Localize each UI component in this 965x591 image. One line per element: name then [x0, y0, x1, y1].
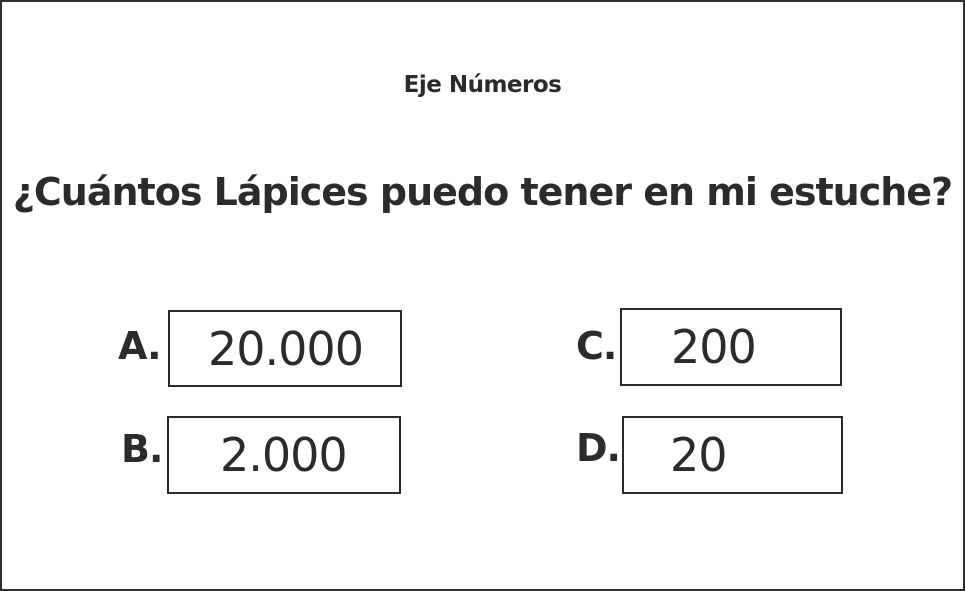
option-d-box[interactable]: [622, 416, 843, 494]
option-c-box[interactable]: [620, 308, 842, 386]
option-d-value: 20: [670, 428, 727, 482]
subject-title: Eje Números: [403, 72, 562, 98]
option-b-box[interactable]: [167, 416, 401, 494]
option-a-letter: A.: [118, 324, 161, 368]
option-a-box[interactable]: [168, 310, 402, 387]
option-b-letter: B.: [121, 427, 163, 471]
option-c-letter: C.: [576, 324, 617, 368]
option-a-value: 20.000: [208, 321, 363, 376]
option-b-value: 2.000: [220, 428, 347, 482]
option-d-letter: D.: [576, 426, 620, 470]
question-text: ¿Cuántos Lápices puedo tener en mi estuche?: [12, 170, 953, 214]
option-c-value: 200: [671, 320, 756, 374]
